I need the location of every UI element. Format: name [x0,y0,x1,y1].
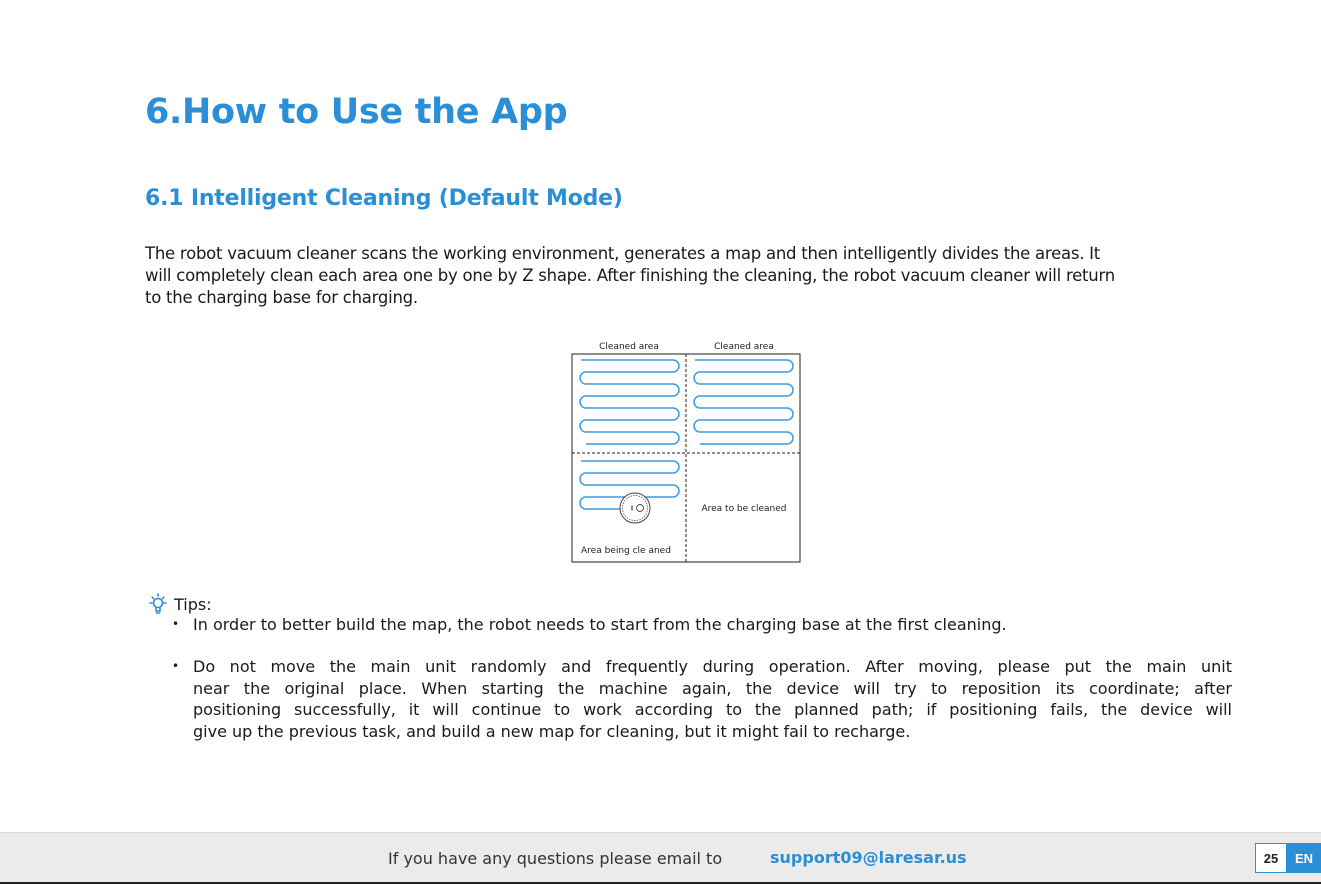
language-badge: EN [1287,843,1321,873]
tip-line: Do not move the main unit randomly and frequently during operation. After moving, please put the main unit [193,657,1232,676]
tip-line: positioning successfully, it will continue to work according to the planned path; if positioning fails, the device will [193,700,1232,719]
zigzag-path-top-left [580,360,679,444]
page-heading: 6.How to Use the App [145,92,568,132]
label-cleaned-area-left: Cleaned area [599,342,659,352]
tip-text [193,614,1232,636]
tip-line: near the original place. When starting the machine again, the device will try to reposition its coordinate; after [193,678,1232,698]
tips-label: Tips: [174,594,212,614]
page-number: 25 [1255,843,1287,873]
footer-text: If you have any questions please email to [388,849,723,868]
label-area-being-cleaned: Area being cle aned [581,546,671,556]
page-footer [0,832,1321,883]
cleaning-diagram [560,336,820,566]
intro-paragraph [145,243,1235,309]
label-area-to-be-cleaned: Area to be cleaned [701,504,787,514]
tips-header [146,592,212,616]
tip-item [172,656,1232,742]
bullet: • [172,617,180,631]
section-heading: 6.1 Intelligent Cleaning (Default Mode) [145,186,623,211]
intro-line: to the charging base for charging. [145,288,418,307]
label-cleaned-area-right: Cleaned area [714,342,774,352]
support-email-link[interactable]: support09@laresar.us [770,848,967,867]
intro-line: The robot vacuum cleaner scans the working environment, generates a map and then intelligently divides the areas. It [145,244,1101,263]
tip-line: give up the previous task, and build a new map for cleaning, but it might fail to recharge. [193,721,911,741]
tip-text [193,656,1232,742]
bullet: • [172,659,180,673]
lightbulb-icon [146,592,170,616]
zigzag-path-top-right [694,360,793,444]
tip-item [172,614,1232,636]
tip-line: In order to better build the map, the robot needs to start from the charging base at the first cleaning. [193,615,1007,634]
intro-line: will completely clean each area one by one by Z shape. After finishing the cleaning, the robot vacuum cleaner will return [145,266,1115,285]
robot-vacuum-icon [620,493,650,523]
